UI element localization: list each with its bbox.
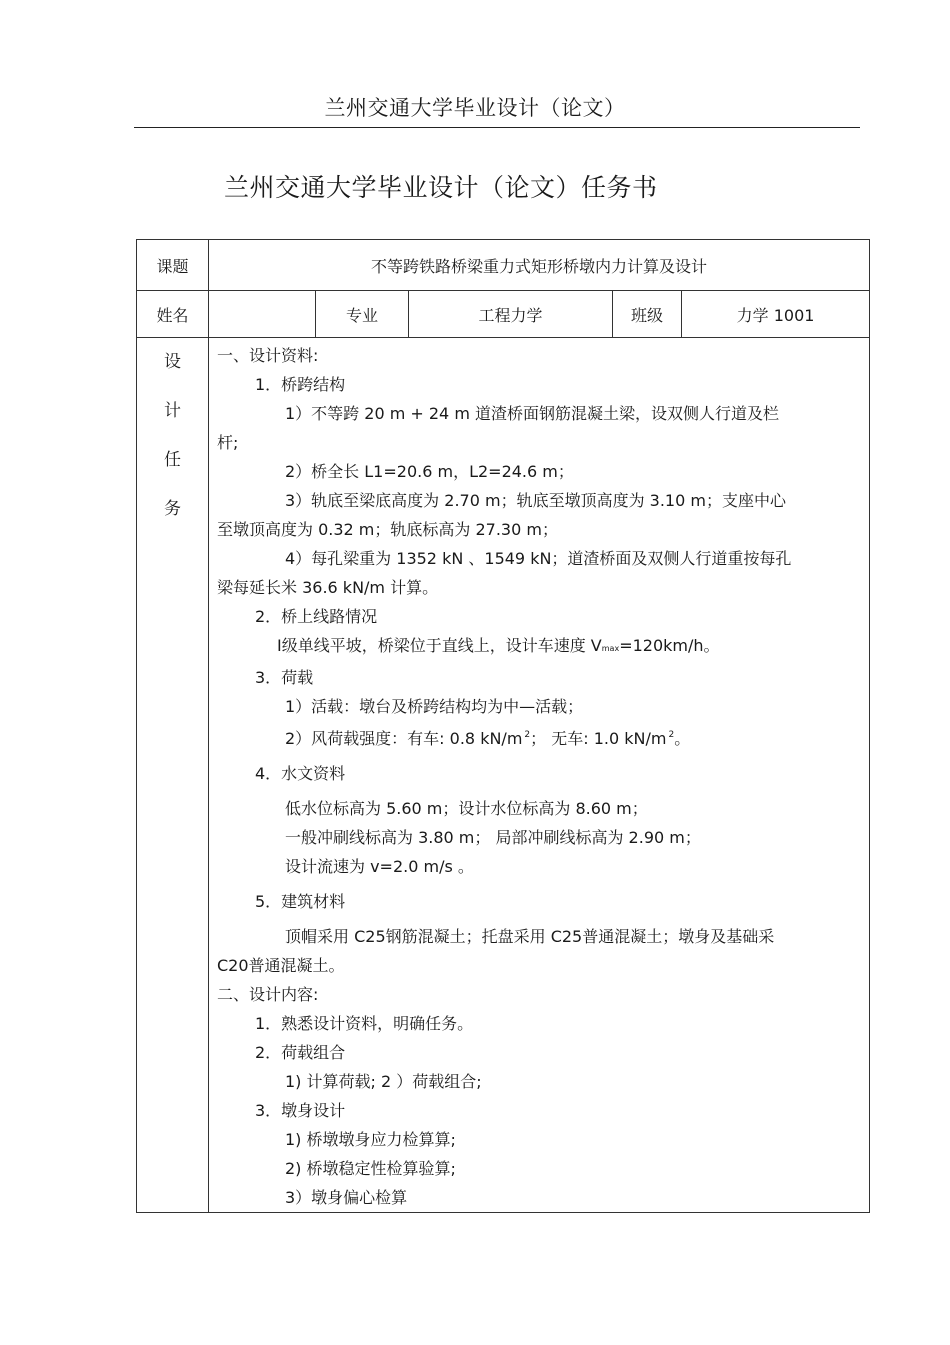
item-1-1-line-b: 杆; bbox=[217, 433, 239, 452]
item-1-4-line-b: 梁每延长米 36.6 kN/m 计算。 bbox=[217, 578, 439, 597]
item-1-4-line-a: 4）每孔梁重为 1352 kN 、1549 kN；道渣桥面及双侧人行道重按每孔 bbox=[285, 549, 792, 568]
item-1-heading: 1．桥跨结构 bbox=[255, 375, 346, 394]
item-3-2-sup-1: 2 bbox=[524, 730, 531, 740]
item-3-heading: 3．荷载 bbox=[255, 668, 314, 687]
item-1-1-line-a: 1）不等跨 20 m + 24 m 道渣桥面钢筋混凝土梁，设双侧人行道及栏 bbox=[285, 404, 779, 423]
item-5-line-a: 顶帽采用 C25钢筋混凝土；托盘采用 C25普通混凝土；墩身及基础采 bbox=[285, 927, 775, 946]
item-2-subscript: max bbox=[601, 644, 620, 653]
class-value: 力学 1001 bbox=[682, 291, 870, 338]
item-3-1: 1）活载：墩台及桥跨结构均为中—活载； bbox=[285, 697, 584, 716]
task-content bbox=[209, 338, 870, 1213]
item-5-line-b: C20普通混凝土。 bbox=[217, 956, 345, 975]
task-row bbox=[137, 338, 870, 1213]
task-label-char-2: 计 bbox=[164, 401, 181, 421]
item-4-heading: 4．水文资料 bbox=[255, 764, 346, 783]
item-2-line bbox=[217, 631, 857, 663]
item-3-2-sup-2: 2 bbox=[668, 730, 675, 740]
design-item-3-3: 3）墩身偏心检算 bbox=[285, 1188, 408, 1207]
task-table bbox=[136, 239, 870, 1213]
item-5-heading: 5．建筑材料 bbox=[255, 892, 346, 911]
item-3-2-text-b: ； 无车: 1.0 kN/m bbox=[530, 729, 667, 748]
item-1-3-line-a: 3）轨底至梁底高度为 2.70 m；轨底至墩顶高度为 3.10 m；支座中心 bbox=[285, 491, 786, 510]
item-1-2: 2）桥全长 L1=20.6 m，L2=24.6 m； bbox=[285, 462, 574, 481]
topic-row bbox=[137, 240, 870, 291]
item-4-1: 低水位标高为 5.60 m；设计水位标高为 8.60 m； bbox=[285, 799, 648, 818]
item-2-text-a: Ⅰ级单线平坡，桥梁位于直线上，设计车速度 V bbox=[277, 636, 602, 655]
section-heading-2: 二、设计内容: bbox=[217, 985, 319, 1004]
task-label-char-4: 务 bbox=[164, 499, 181, 519]
name-label: 姓名 bbox=[137, 291, 209, 338]
design-item-2-1: 1) 计算荷载; 2 ）荷载组合; bbox=[285, 1072, 482, 1091]
topic-label: 课题 bbox=[137, 240, 209, 291]
task-label-char-3: 任 bbox=[164, 450, 181, 470]
item-2-heading: 2．桥上线路情况 bbox=[255, 607, 378, 626]
running-header: 兰州交通大学毕业设计（论文） bbox=[324, 96, 626, 120]
item-1-3-line-b: 至墩顶高度为 0.32 m；轨底标高为 27.30 m； bbox=[217, 520, 558, 539]
task-label-char-1: 设 bbox=[164, 352, 181, 372]
item-4-3: 设计流速为 v=2.0 m/s 。 bbox=[285, 857, 474, 876]
item-2-text-b: =120km/h。 bbox=[619, 636, 720, 655]
design-item-3: 3．墩身设计 bbox=[255, 1101, 346, 1120]
item-4-2: 一般冲刷线标高为 3.80 m； 局部冲刷线标高为 2.90 m； bbox=[285, 828, 701, 847]
design-item-3-1: 1) 桥墩墩身应力检算算; bbox=[285, 1130, 456, 1149]
item-3-2 bbox=[217, 721, 857, 753]
major-label: 专业 bbox=[316, 291, 409, 338]
document-title: 兰州交通大学毕业设计（论文）任务书 bbox=[224, 173, 658, 202]
major-value: 工程力学 bbox=[409, 291, 613, 338]
design-item-2: 2．荷载组合 bbox=[255, 1043, 346, 1062]
item-3-2-text-a: 2）风荷载强度：有车: 0.8 kN/m bbox=[285, 729, 523, 748]
class-label: 班级 bbox=[613, 291, 682, 338]
design-item-1: 1．熟悉设计资料，明确任务。 bbox=[255, 1014, 474, 1033]
topic-value: 不等跨铁路桥梁重力式矩形桥墩内力计算及设计 bbox=[209, 240, 870, 291]
item-3-2-text-c: 。 bbox=[674, 729, 691, 748]
name-value bbox=[209, 291, 316, 338]
info-row bbox=[137, 291, 870, 338]
task-label bbox=[137, 338, 209, 1213]
header-rule bbox=[134, 127, 860, 128]
section-heading-1: 一、设计资料: bbox=[217, 346, 319, 365]
design-item-3-2: 2) 桥墩稳定性检算验算; bbox=[285, 1159, 456, 1178]
